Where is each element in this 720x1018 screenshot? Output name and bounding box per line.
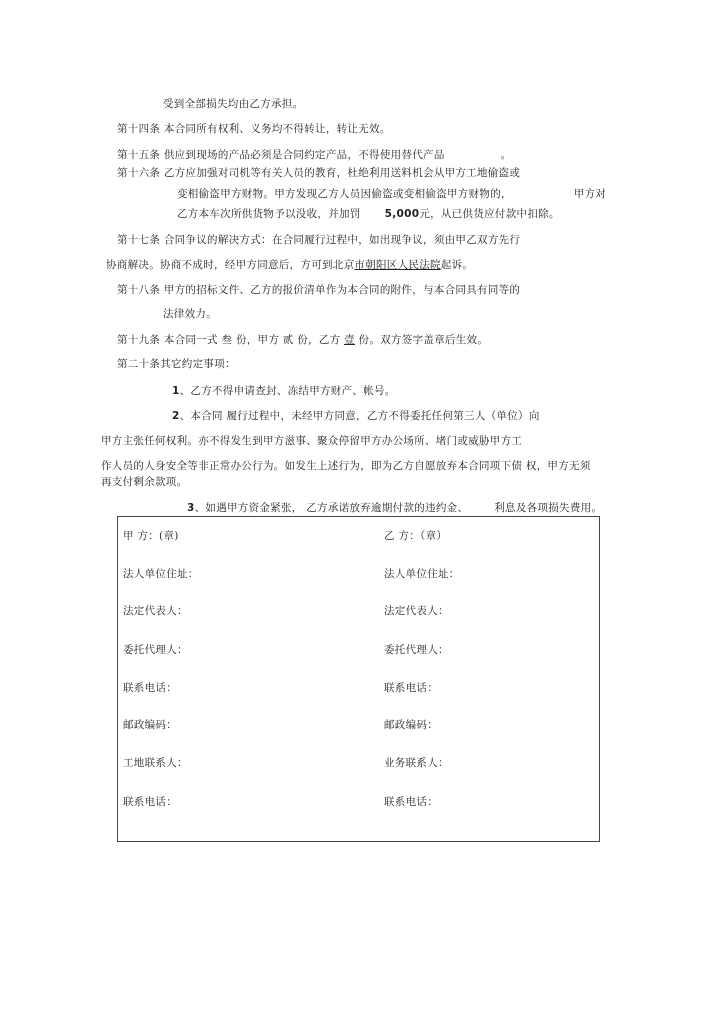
- party-a-phone2-label: 联系电话：: [123, 796, 177, 808]
- item-2-line-1: [172, 409, 540, 423]
- clause-13-continuation: 受到全部损失均由乙方承担。: [163, 98, 304, 110]
- item-3: [187, 501, 602, 515]
- party-b-seal: 乙 方：（章）: [384, 530, 448, 542]
- clause-16-line-2-text: 变相偷盗甲方财物。甲方发现乙方人员因偷盗或变相偷盗甲方财物的，: [177, 188, 512, 200]
- party-a-rep-label: 法定代表人：: [123, 605, 188, 617]
- clause-17-line-2-text: 协商解决。协商不成时，经甲方同意后，方可到北京: [106, 259, 355, 271]
- item-2-number: 2: [172, 410, 180, 422]
- clause-17-line-2: [106, 258, 473, 272]
- clause-17-line-1: 第十七条 合同争议的解决方式：在合同履行过程中，如出现争议，须由甲乙双方先行: [117, 234, 521, 246]
- item-2-line-3: 作人员的人身安全等非正常办公行为。如发生上述行为，即为乙方自愿放弃本合同项下债 权，甲方无须: [101, 460, 591, 472]
- clause-19-text-a: 第十九条 本合同一式: [117, 334, 218, 346]
- penalty-amount: 5,000: [384, 208, 420, 220]
- copies-party-a: 贰: [282, 334, 294, 346]
- clause-17-line-2-tail: 起诉。: [440, 259, 474, 271]
- party-b-contact-label: 业务联系人：: [384, 757, 449, 769]
- clause-16-line-3-text: 乙方本车次所供货物予以没收，并加罚: [177, 208, 361, 220]
- clause-15-text: 第十五条 供应到现场的产品必须是合同约定产品，不得使用替代产品: [117, 149, 445, 161]
- clause-16-line-3: [177, 207, 560, 221]
- party-a-phone-label: 联系电话：: [123, 682, 177, 694]
- clause-15: [117, 148, 511, 162]
- party-b-phone2-label: 联系电话：: [384, 796, 438, 808]
- party-b-phone-label: 联系电话：: [384, 682, 438, 694]
- item-2-line-2: 甲方主张任何权利。亦不得发生到甲方滋事、聚众停留甲方办公场所、堵门或威胁甲方工: [101, 435, 523, 447]
- item-3-number: 3: [187, 502, 195, 514]
- party-a-address-label: 法人单位住址：: [123, 568, 199, 580]
- party-b-rep-label: 法定代表人：: [384, 605, 449, 617]
- clause-19-text-d: 份。双方签字盖章后生效。: [358, 334, 489, 346]
- item-3-text: 、如遇甲方资金紧张， 乙方承诺放弃逾期付款的违约金、: [194, 502, 469, 514]
- clause-19: [117, 333, 488, 347]
- court-name: 市朝阳区人民法院: [354, 259, 441, 271]
- item-1-text: 、乙方不得申请查封、冻结甲方财产、帐号。: [179, 385, 396, 397]
- clause-20-heading: 第二十条其它约定事项：: [117, 358, 236, 370]
- clause-18-line-2: 法律效力。: [163, 308, 217, 320]
- party-a-agent-label: 委托代理人：: [123, 644, 188, 656]
- clause-19-text-b: 份，甲方: [235, 334, 280, 346]
- clause-16-line-3-tail: 元，从已供货应付款中扣除。: [419, 208, 560, 220]
- party-b-postal-label: 邮政编码：: [384, 719, 438, 731]
- clause-16-line-1: 第十六条 乙方应加强对司机等有关人员的教育，杜绝利用送料机会从甲方工地偷盗或: [117, 167, 521, 179]
- item-2-text: 、本合同 履行过程中，未经甲方同意，乙方不得委托任何第三人（单位）向: [179, 410, 540, 422]
- party-a-seal: 甲 方：(章): [123, 530, 179, 542]
- clause-16-line-2: [177, 187, 606, 201]
- clause-15-end: 。: [500, 149, 512, 161]
- party-b-address-label: 法人单位住址：: [384, 568, 460, 580]
- party-a-contact-label: 工地联系人：: [123, 757, 188, 769]
- party-a-postal-label: 邮政编码：: [123, 719, 177, 731]
- item-1: [172, 384, 396, 398]
- clause-19-text-c: 份，乙方: [297, 334, 341, 346]
- party-b-agent-label: 委托代理人：: [384, 644, 449, 656]
- item-1-number: 1: [172, 385, 180, 397]
- item-2-line-4: 再支付剩余款项。: [101, 476, 188, 488]
- clause-18-line-1: 第十八条 甲方的招标文件、乙方的报价清单作为本合同的附件，与本合同具有同等的: [117, 284, 521, 296]
- clause-14: 第十四条 本合同所有权利、义务均不得转让，转让无效。: [117, 123, 391, 135]
- copies-party-b: 壹: [344, 334, 355, 346]
- item-3-tail: 利息及各项损失费用。: [494, 502, 603, 514]
- signature-box: [117, 516, 600, 842]
- clause-16-line-2-tail: 甲方对: [573, 188, 607, 200]
- copies-total: 叁: [221, 334, 233, 346]
